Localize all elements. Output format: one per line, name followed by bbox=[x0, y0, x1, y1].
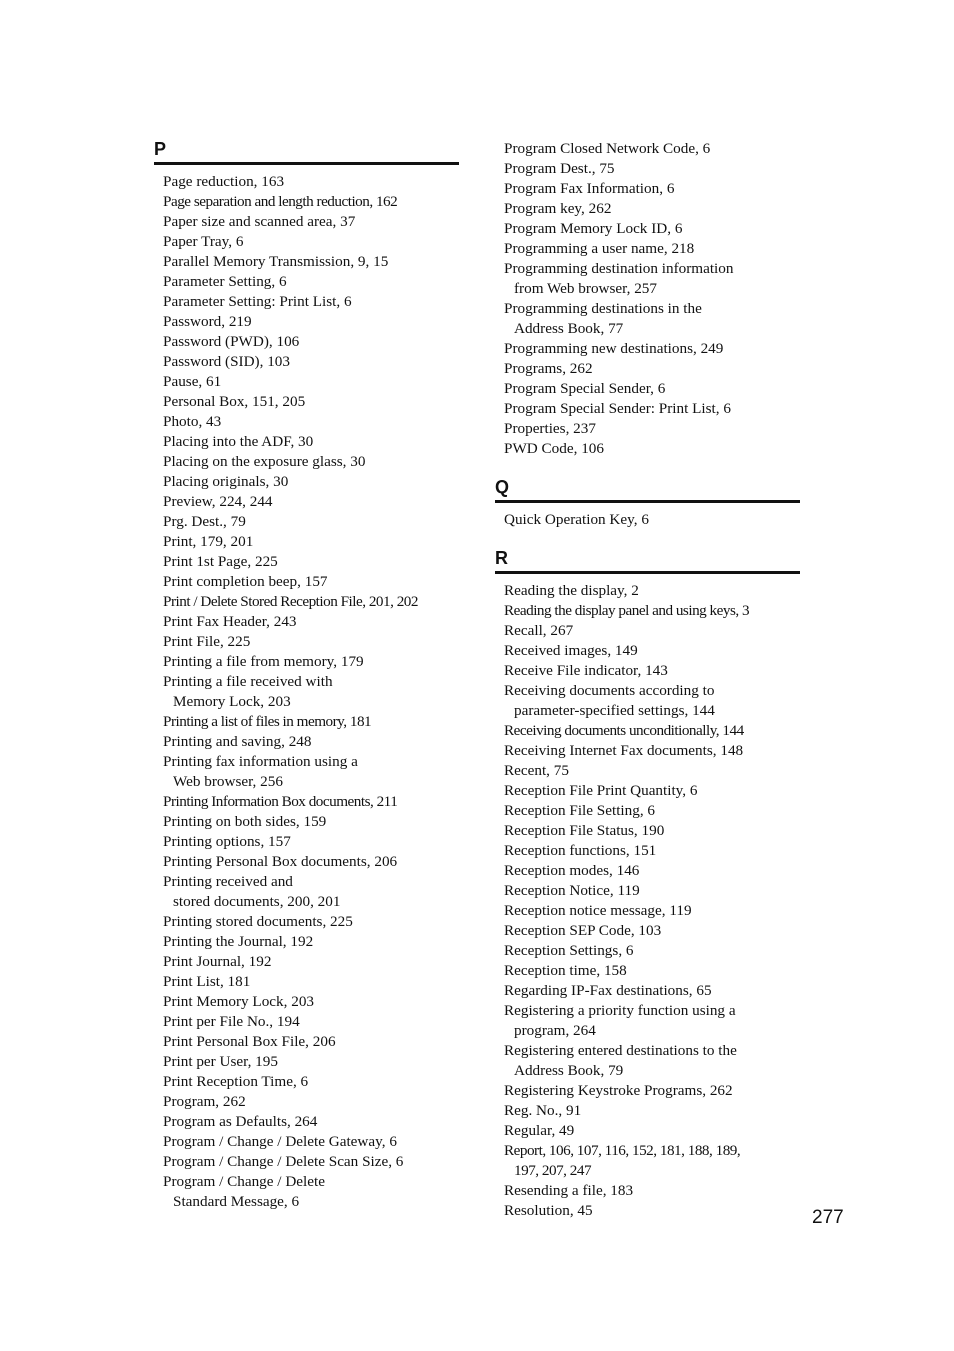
index-entry bbox=[495, 379, 800, 399]
index-entry-text: Print File, 225 bbox=[163, 633, 251, 650]
index-entry bbox=[154, 912, 459, 932]
index-entry bbox=[154, 812, 459, 832]
index-entry-text: Password (SID), 103 bbox=[163, 353, 290, 370]
index-entry-text: Registering a priority function using a bbox=[504, 1002, 736, 1019]
index-section-p bbox=[154, 138, 459, 1212]
index-entry-text: Program, 262 bbox=[163, 1093, 246, 1110]
index-entry-text: Printing on both sides, 159 bbox=[163, 813, 327, 830]
index-entry-continuation: Standard Message, 6 bbox=[173, 1193, 300, 1210]
index-entry bbox=[154, 552, 459, 572]
index-entry bbox=[495, 841, 800, 861]
index-entry-text: Parallel Memory Transmission, 9, 15 bbox=[163, 253, 389, 270]
index-entry-text: Receiving documents unconditionally, 144 bbox=[504, 722, 744, 739]
index-column-left bbox=[154, 138, 459, 1229]
index-entry bbox=[495, 239, 800, 259]
index-entry bbox=[495, 159, 800, 179]
index-entry-text: Prg. Dest., 79 bbox=[163, 513, 246, 530]
index-entry-text: Programming a user name, 218 bbox=[504, 240, 695, 257]
index-entry bbox=[154, 492, 459, 512]
index-entry-text: Resolution, 45 bbox=[504, 1202, 593, 1219]
index-entry-text: Print / Delete Stored Reception File, 201, 202 bbox=[163, 593, 418, 610]
index-entry-text: Reception Notice, 119 bbox=[504, 882, 640, 899]
index-entry bbox=[154, 512, 459, 532]
entry-list bbox=[154, 172, 459, 1212]
index-entry bbox=[495, 861, 800, 881]
index-entry bbox=[154, 1152, 459, 1172]
index-entry-text: Program Dest., 75 bbox=[504, 160, 615, 177]
index-entry bbox=[154, 472, 459, 492]
index-entry-text: Page reduction, 163 bbox=[163, 173, 285, 190]
index-entry-text: Print completion beep, 157 bbox=[163, 573, 328, 590]
index-entry-text: Reading the display, 2 bbox=[504, 582, 639, 599]
index-entry-continuation: Address Book, 77 bbox=[514, 320, 624, 337]
index-entry bbox=[154, 632, 459, 652]
index-entry-text: Programming destinations in the bbox=[504, 300, 702, 317]
index-entry-text: Print Reception Time, 6 bbox=[163, 1073, 309, 1090]
index-entry-text: Printing the Journal, 192 bbox=[163, 933, 314, 950]
index-entry bbox=[154, 652, 459, 672]
index-entry-text: Program Fax Information, 6 bbox=[504, 180, 675, 197]
index-entry-text: Receiving documents according to bbox=[504, 682, 715, 699]
index-entry-text: Photo, 43 bbox=[163, 413, 222, 430]
index-entry-text: Regular, 49 bbox=[504, 1122, 575, 1139]
index-entry bbox=[154, 1132, 459, 1152]
index-entry bbox=[154, 292, 459, 312]
index-entry-text: Paper Tray, 6 bbox=[163, 233, 244, 250]
index-entry bbox=[154, 612, 459, 632]
index-entry bbox=[154, 672, 459, 712]
index-section-r bbox=[495, 547, 800, 1221]
index-entry-text: Recent, 75 bbox=[504, 762, 569, 779]
index-entry bbox=[154, 272, 459, 292]
index-entry bbox=[154, 212, 459, 232]
index-entry-text: Programs, 262 bbox=[504, 360, 593, 377]
index-entry-text: Printing fax information using a bbox=[163, 753, 358, 770]
section-letter: P bbox=[154, 138, 459, 165]
index-entry bbox=[495, 961, 800, 981]
index-entry-text: Reg. No., 91 bbox=[504, 1102, 582, 1119]
index-entry-text: PWD Code, 106 bbox=[504, 440, 604, 457]
index-entry-continuation: stored documents, 200, 201 bbox=[173, 893, 341, 910]
index-entry bbox=[495, 510, 800, 530]
index-entry bbox=[495, 781, 800, 801]
index-entry bbox=[495, 339, 800, 359]
index-entry-text: Printing received and bbox=[163, 873, 293, 890]
index-entry bbox=[495, 399, 800, 419]
index-entry bbox=[154, 432, 459, 452]
index-entry bbox=[154, 932, 459, 952]
index-section-q bbox=[495, 476, 800, 530]
index-entry-text: Report, 106, 107, 116, 152, 181, 188, 189, bbox=[504, 1142, 741, 1159]
index-entry-text: Print per File No., 194 bbox=[163, 1013, 300, 1030]
index-entry-text: Print Fax Header, 243 bbox=[163, 613, 297, 630]
index-entry bbox=[154, 832, 459, 852]
index-entry bbox=[154, 372, 459, 392]
index-entry bbox=[495, 359, 800, 379]
index-entry-text: Printing and saving, 248 bbox=[163, 733, 312, 750]
index-entry-text: Program Special Sender: Print List, 6 bbox=[504, 400, 731, 417]
index-entry-text: Printing Personal Box documents, 206 bbox=[163, 853, 398, 870]
index-entry bbox=[495, 139, 800, 159]
index-entry bbox=[154, 732, 459, 752]
index-entry-text: Registering Keystroke Programs, 262 bbox=[504, 1082, 733, 1099]
index-entry bbox=[154, 1032, 459, 1052]
index-entry bbox=[495, 941, 800, 961]
entry-list bbox=[495, 510, 800, 530]
index-entry bbox=[154, 412, 459, 432]
index-entry-text: Password, 219 bbox=[163, 313, 252, 330]
index-entry bbox=[495, 1181, 800, 1201]
index-section-p-continued bbox=[495, 139, 800, 459]
index-entry bbox=[495, 901, 800, 921]
index-entry-text: Reception SEP Code, 103 bbox=[504, 922, 662, 939]
index-entry-text: Printing stored documents, 225 bbox=[163, 913, 353, 930]
section-letter: Q bbox=[495, 476, 800, 503]
index-entry-text: Placing into the ADF, 30 bbox=[163, 433, 314, 450]
index-entry bbox=[495, 581, 800, 601]
index-entry bbox=[154, 332, 459, 352]
index-entry bbox=[154, 1112, 459, 1132]
index-entry bbox=[495, 801, 800, 821]
index-entry-text: Reception functions, 151 bbox=[504, 842, 657, 859]
index-entry bbox=[154, 992, 459, 1012]
index-entry-text: Received images, 149 bbox=[504, 642, 638, 659]
index-entry bbox=[154, 1092, 459, 1112]
index-entry bbox=[495, 921, 800, 941]
entry-list bbox=[495, 139, 800, 459]
index-entry-text: Printing options, 157 bbox=[163, 833, 291, 850]
index-entry bbox=[495, 1201, 800, 1221]
index-entry-text: Print Personal Box File, 206 bbox=[163, 1033, 336, 1050]
index-entry bbox=[154, 1052, 459, 1072]
index-entry-text: Printing a list of files in memory, 181 bbox=[163, 713, 372, 730]
index-entry bbox=[154, 352, 459, 372]
index-entry-text: Recall, 267 bbox=[504, 622, 574, 639]
index-entry bbox=[495, 439, 800, 459]
index-entry bbox=[154, 1172, 459, 1212]
index-entry bbox=[495, 681, 800, 721]
index-entry-text: Reading the display panel and using keys, 3 bbox=[504, 602, 750, 619]
index-entry bbox=[154, 712, 459, 732]
index-entry bbox=[495, 1001, 800, 1041]
index-entry bbox=[154, 752, 459, 792]
index-entry bbox=[495, 259, 800, 299]
index-entry-text: Program as Defaults, 264 bbox=[163, 1113, 318, 1130]
index-entry-text: Parameter Setting: Print List, 6 bbox=[163, 293, 352, 310]
index-entry-text: Print List, 181 bbox=[163, 973, 251, 990]
page-number: 277 bbox=[812, 1207, 844, 1228]
index-entry-text: Program / Change / Delete bbox=[163, 1173, 325, 1190]
index-entry-continuation: Address Book, 79 bbox=[514, 1062, 624, 1079]
index-entry-text: Reception File Setting, 6 bbox=[504, 802, 656, 819]
index-entry-continuation: Memory Lock, 203 bbox=[173, 693, 291, 710]
index-entry bbox=[154, 192, 459, 212]
index-entry-text: Program / Change / Delete Gateway, 6 bbox=[163, 1133, 397, 1150]
index-entry bbox=[495, 761, 800, 781]
index-entry bbox=[495, 179, 800, 199]
index-entry bbox=[495, 299, 800, 339]
index-column-right bbox=[495, 139, 800, 1238]
index-entry-text: Program / Change / Delete Scan Size, 6 bbox=[163, 1153, 404, 1170]
index-entry-text: Print, 179, 201 bbox=[163, 533, 254, 550]
index-entry-text: Reception File Status, 190 bbox=[504, 822, 665, 839]
index-entry bbox=[154, 232, 459, 252]
index-entry bbox=[154, 1072, 459, 1092]
index-entry-text: Program Closed Network Code, 6 bbox=[504, 140, 711, 157]
index-entry-text: Properties, 237 bbox=[504, 420, 596, 437]
index-entry-text: Printing a file received with bbox=[163, 673, 333, 690]
section-letter: R bbox=[495, 547, 800, 574]
index-entry bbox=[495, 661, 800, 681]
index-entry bbox=[495, 621, 800, 641]
index-entry-text: Reception Settings, 6 bbox=[504, 942, 634, 959]
index-entry bbox=[154, 572, 459, 592]
index-entry bbox=[495, 1041, 800, 1081]
index-entry-text: Programming destination information bbox=[504, 260, 734, 277]
index-entry bbox=[154, 252, 459, 272]
index-entry-text: Print Journal, 192 bbox=[163, 953, 272, 970]
index-entry bbox=[495, 199, 800, 219]
index-entry bbox=[154, 852, 459, 872]
index-entry-text: Parameter Setting, 6 bbox=[163, 273, 287, 290]
index-entry bbox=[495, 881, 800, 901]
index-entry-text: Placing originals, 30 bbox=[163, 473, 289, 490]
index-entry bbox=[154, 592, 459, 612]
index-entry bbox=[495, 1141, 800, 1181]
index-entry-text: Reception modes, 146 bbox=[504, 862, 640, 879]
index-entry-continuation: parameter-specified settings, 144 bbox=[514, 702, 715, 719]
index-entry bbox=[495, 741, 800, 761]
index-entry bbox=[495, 1101, 800, 1121]
index-entry-text: Print Memory Lock, 203 bbox=[163, 993, 315, 1010]
index-entry bbox=[154, 312, 459, 332]
index-entry bbox=[495, 601, 800, 621]
index-entry bbox=[154, 392, 459, 412]
index-entry-continuation: from Web browser, 257 bbox=[514, 280, 657, 297]
index-entry-text: Printing a file from memory, 179 bbox=[163, 653, 364, 670]
index-entry bbox=[495, 641, 800, 661]
entry-list bbox=[495, 581, 800, 1221]
index-entry bbox=[495, 219, 800, 239]
index-entry bbox=[154, 792, 459, 812]
index-entry-text: Pause, 61 bbox=[163, 373, 222, 390]
index-entry-text: Receiving Internet Fax documents, 148 bbox=[504, 742, 744, 759]
index-entry bbox=[154, 532, 459, 552]
index-entry-text: Password (PWD), 106 bbox=[163, 333, 300, 350]
index-entry-text: Placing on the exposure glass, 30 bbox=[163, 453, 366, 470]
index-entry-text: Print 1st Page, 225 bbox=[163, 553, 278, 570]
index-entry bbox=[495, 821, 800, 841]
index-entry-text: Resending a file, 183 bbox=[504, 1182, 634, 1199]
index-entry-continuation: 197, 207, 247 bbox=[514, 1162, 592, 1179]
index-entry bbox=[495, 1081, 800, 1101]
index-entry-text: Page separation and length reduction, 162 bbox=[163, 193, 398, 210]
index-entry-text: Quick Operation Key, 6 bbox=[504, 511, 649, 528]
index-entry bbox=[495, 419, 800, 439]
index-entry-text: Personal Box, 151, 205 bbox=[163, 393, 306, 410]
index-entry bbox=[154, 1012, 459, 1032]
index-entry bbox=[495, 981, 800, 1001]
index-entry-text: Paper size and scanned area, 37 bbox=[163, 213, 356, 230]
index-entry bbox=[154, 172, 459, 192]
index-entry-text: Programming new destinations, 249 bbox=[504, 340, 724, 357]
index-entry bbox=[154, 972, 459, 992]
index-entry-text: Reception File Print Quantity, 6 bbox=[504, 782, 698, 799]
index-entry-text: Preview, 224, 244 bbox=[163, 493, 273, 510]
index-entry-text: Program Special Sender, 6 bbox=[504, 380, 666, 397]
index-entry-text: Registering entered destinations to the bbox=[504, 1042, 737, 1059]
index-entry-continuation: program, 264 bbox=[514, 1022, 596, 1039]
index-entry-text: Reception notice message, 119 bbox=[504, 902, 692, 919]
index-entry-text: Program key, 262 bbox=[504, 200, 612, 217]
index-entry-continuation: Web browser, 256 bbox=[173, 773, 283, 790]
index-entry-text: Print per User, 195 bbox=[163, 1053, 278, 1070]
index-entry bbox=[495, 1121, 800, 1141]
index-entry bbox=[154, 952, 459, 972]
index-entry-text: Reception time, 158 bbox=[504, 962, 627, 979]
index-entry bbox=[154, 872, 459, 912]
index-entry-text: Printing Information Box documents, 211 bbox=[163, 793, 398, 810]
index-entry-text: Program Memory Lock ID, 6 bbox=[504, 220, 683, 237]
index-entry bbox=[495, 721, 800, 741]
index-entry-text: Regarding IP-Fax destinations, 65 bbox=[504, 982, 712, 999]
index-entry bbox=[154, 452, 459, 472]
index-entry-text: Receive File indicator, 143 bbox=[504, 662, 668, 679]
